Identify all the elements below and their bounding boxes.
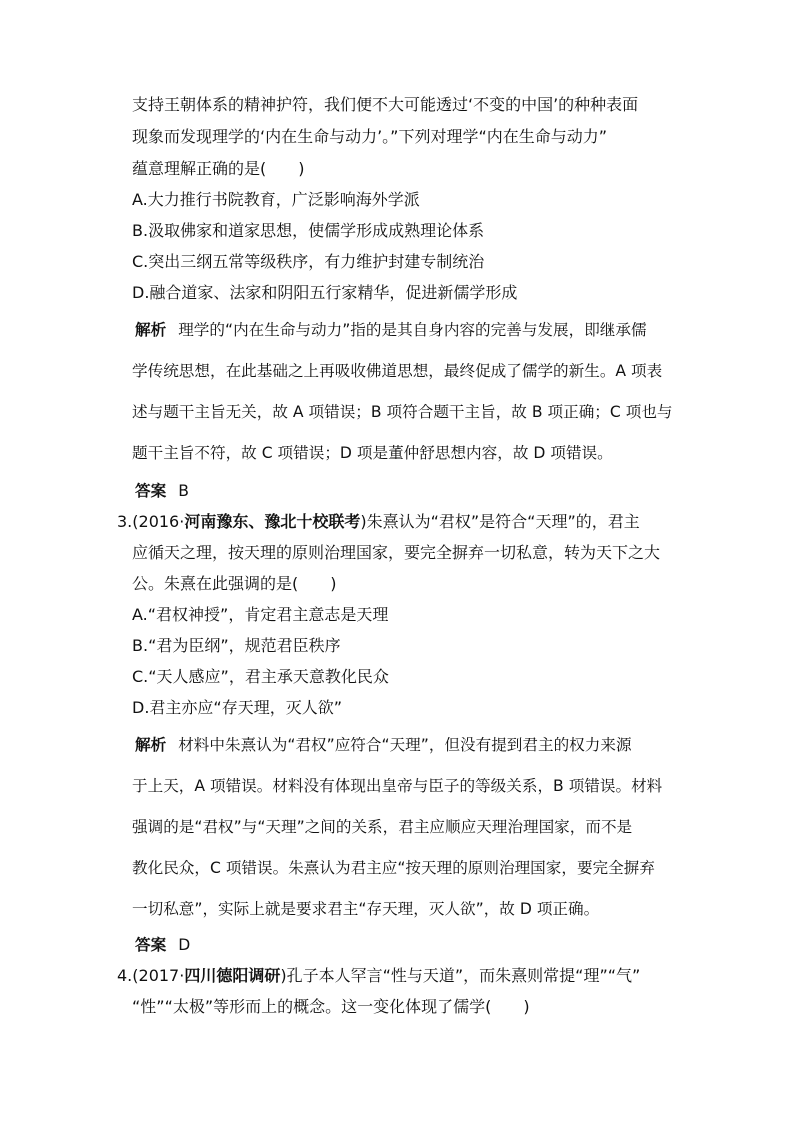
q3-analysis-line-2: 于上天，A 项错误。材料没有体现出皇帝与臣子的等级关系，B 项错误。材料 bbox=[132, 777, 663, 795]
q2-stem-line-3: 蕴意理解正确的是( ) bbox=[132, 159, 305, 178]
q3-stem-line-3: 公。朱熹在此强调的是( ) bbox=[132, 574, 337, 593]
q2-option-a: A.大力推行书院教育，广泛影响海外学派 bbox=[132, 190, 420, 209]
q3-answer-label: 答案 bbox=[135, 936, 167, 954]
q3-analysis-line-5: 一切私意”，实际上就是要求君主“存天理，灭人欲”，故 D 项正确。 bbox=[132, 900, 600, 918]
q2-option-d: D.融合道家、法家和阴阳五行家精华，促进新儒学形成 bbox=[132, 283, 518, 302]
q3-option-b: B.“君为臣纲”，规范君臣秩序 bbox=[132, 636, 341, 655]
q3-option-d: D.君主亦应“存天理，灭人欲” bbox=[132, 698, 342, 717]
q2-analysis-line-4: 题干主旨不符，故 C 项错误；D 项是董仲舒思想内容，故 D 项错误。 bbox=[132, 444, 613, 462]
q3-option-a: A.“君权神授”，肯定君主意志是天理 bbox=[132, 605, 389, 624]
q4-stem-first-rest: )孔子本人罕言“性与天道”，而朱熹则常提“理”“气” bbox=[280, 966, 641, 985]
q3-analysis-text-1: 材料中朱熹认为“君权”应符合“天理”，但没有提到君主的权力来源 bbox=[178, 736, 632, 754]
q2-stem-line-1: 支持王朝体系的精神护符，我们便不大可能透过‘不变的中国’的种种表面 bbox=[132, 95, 639, 114]
q3-year: 2016· bbox=[138, 512, 185, 531]
q2-answer-value: B bbox=[178, 482, 189, 500]
q3-analysis-label: 解析 bbox=[135, 736, 167, 754]
q3-number: 3.( bbox=[117, 512, 139, 531]
q3-analysis-line-1 bbox=[135, 735, 632, 755]
q3-stem-line-2: 应循天之理，按天理的原则治理国家，要完全摒弃一切私意，转为天下之大 bbox=[132, 543, 661, 562]
q3-option-c: C.“天人感应”，君主承天意教化民众 bbox=[132, 667, 389, 686]
q2-analysis-line-3: 述与题干主旨无关，故 A 项错误；B 项符合题干主旨，故 B 项正确；C 项也与 bbox=[132, 403, 673, 421]
q2-stem-line-2: 现象而发现理学的‘内在生命与动力’。”下列对理学“内在生命与动力” bbox=[132, 127, 608, 146]
q2-option-c: C.突出三纲五常等级秩序，有力维护封建专制统治 bbox=[132, 252, 485, 271]
q2-answer-label: 答案 bbox=[135, 482, 167, 500]
q2-analysis-line-1 bbox=[135, 320, 647, 340]
q3-source: 河南豫东、豫北十校联考 bbox=[184, 512, 361, 531]
q2-analysis-label: 解析 bbox=[135, 321, 167, 339]
q3-analysis-line-3: 强调的是“君权”与“天理”之间的关系，君主应顺应天理治理国家，而不是 bbox=[132, 818, 633, 836]
q2-option-b: B.汲取佛家和道家思想，使儒学形成成熟理论体系 bbox=[132, 221, 485, 240]
q3-answer bbox=[135, 935, 190, 955]
q2-answer bbox=[135, 481, 189, 501]
q4-stem-line-1 bbox=[117, 966, 640, 986]
q3-stem-first-rest: )朱熹认为“君权”是符合“天理”的，君主 bbox=[360, 512, 640, 531]
q4-source: 四川德阳调研 bbox=[184, 966, 281, 985]
q3-stem-line-1 bbox=[117, 512, 640, 532]
q2-analysis-line-2: 学传统思想，在此基础之上再吸收佛道思想，最终促成了儒学的新生。A 项表 bbox=[132, 362, 663, 380]
q4-number: 4.( bbox=[117, 966, 139, 985]
q3-analysis-line-4: 教化民众，C 项错误。朱熹认为君主应“按天理的原则治理国家，要完全摒弃 bbox=[132, 859, 655, 877]
q4-year: 2017· bbox=[138, 966, 185, 985]
q4-stem-line-2: “性”“太极”等形而上的概念。这一变化体现了儒学( ) bbox=[132, 997, 530, 1016]
q3-answer-value: D bbox=[178, 936, 191, 954]
q2-analysis-text-1: 理学的“内在生命与动力”指的是其自身内容的完善与发展，即继承儒 bbox=[178, 321, 647, 339]
